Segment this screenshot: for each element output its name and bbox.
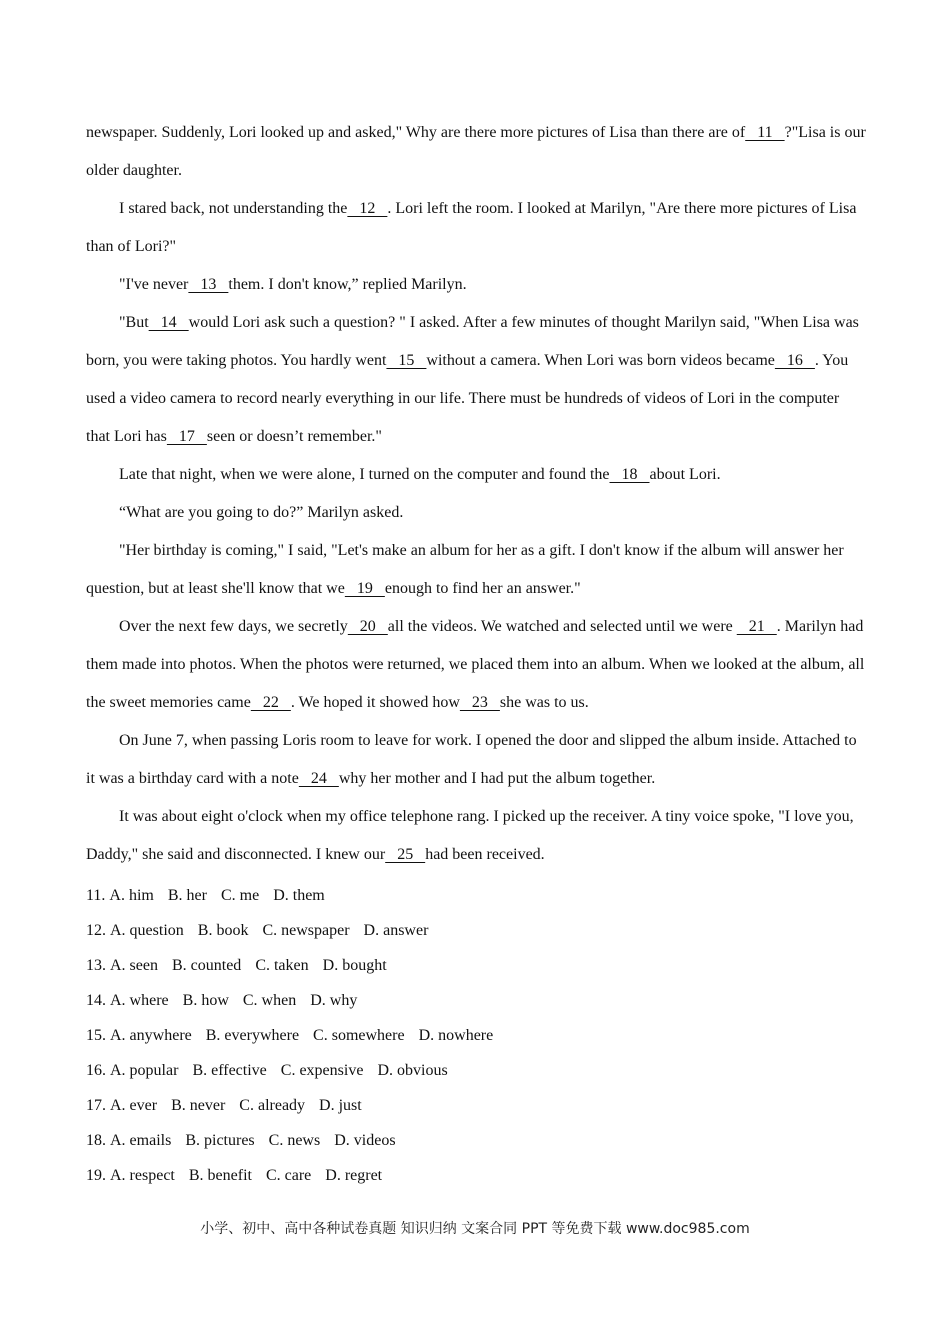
option-text: B. counted	[171, 957, 242, 974]
paragraph-text: all the videos. We watched and selected until we were	[387, 618, 737, 635]
blank-number: 18	[609, 466, 650, 483]
paragraph	[86, 190, 866, 266]
paragraph-text: . Marilyn had them made into photos. When the photos were returned, we placed them into an album. When we looked at the album, all the sweet memories came	[86, 618, 865, 711]
paragraph-text: "Her birthday is coming," I said, "Let's make an album for her as a gift. I don't know if the album will answer her question, but at least she'll know that we	[86, 542, 844, 597]
blank-number: 23	[459, 694, 500, 711]
question-number: 12.	[86, 922, 106, 939]
paragraph-text: "But	[119, 314, 149, 331]
question-number: 18.	[86, 1132, 106, 1149]
option-text: A. anywhere	[110, 1027, 192, 1044]
paragraph-text: “What are you going to do?” Marilyn asked.	[119, 504, 404, 521]
question-number: 14.	[86, 992, 106, 1009]
paragraph	[86, 266, 866, 304]
paragraph	[86, 722, 866, 798]
paragraph-text: Late that night, when we were alone, I turned on the computer and found the	[119, 466, 610, 483]
paragraph	[86, 494, 866, 532]
paragraph-text: would Lori ask such a question? " I asked. After a few minutes of thought Marilyn said, "When Lisa was born, you were taking photos. You hardly went	[86, 314, 859, 369]
option-text: B. pictures	[185, 1132, 255, 1149]
option-text: D. nowhere	[418, 1027, 494, 1044]
question-line	[86, 1092, 507, 1127]
option-text: C. when	[242, 992, 297, 1009]
blank-number: 11	[745, 124, 785, 141]
paragraph-text: she was to us.	[499, 694, 589, 711]
question-number: 15.	[86, 1027, 106, 1044]
option-text: D. bought	[322, 957, 387, 974]
option-text: A. ever	[110, 1097, 158, 1114]
option-text: A. respect	[110, 1167, 175, 1184]
option-text: C. care	[265, 1167, 312, 1184]
paragraph-text: . You used a video camera to record nearly everything in our life. There must be hundreds of videos of Lori in the computer that Lori has	[86, 352, 849, 445]
question-line	[86, 1022, 507, 1057]
paragraph	[86, 456, 866, 494]
paragraph-text: . We hoped it showed how	[290, 694, 460, 711]
paragraph-text: On June 7, when passing Loris room to leave for work. I opened the door and slipped the album inside. Attached to it was a birthday card with a note	[86, 732, 857, 787]
option-text: B. book	[197, 922, 249, 939]
paragraph-text: newspaper. Suddenly, Lori looked up and asked," Why are there more pictures of Lisa than there are of	[86, 124, 746, 141]
question-number: 13.	[86, 957, 106, 974]
question-line	[86, 917, 507, 952]
option-text: A. him	[109, 887, 154, 904]
option-text: C. somewhere	[313, 1027, 405, 1044]
option-text: B. never	[171, 1097, 226, 1114]
question-line	[86, 952, 507, 987]
option-text: A. where	[110, 992, 169, 1009]
option-text: C. taken	[255, 957, 309, 974]
option-text: B. her	[167, 887, 207, 904]
blank-number: 22	[250, 694, 291, 711]
passage	[86, 114, 866, 874]
option-text: A. question	[110, 922, 184, 939]
blank-number: 16	[774, 352, 815, 369]
option-text: C. expensive	[280, 1062, 364, 1079]
option-text: D. just	[319, 1097, 362, 1114]
option-text: D. them	[273, 887, 325, 904]
paragraph-text: . Lori left the room. I looked at Marilyn, "Are there more pictures of Lisa than of Lori?"	[86, 200, 857, 255]
option-text: D. answer	[363, 922, 429, 939]
option-text: D. videos	[334, 1132, 396, 1149]
option-text: D. obvious	[377, 1062, 448, 1079]
paragraph	[86, 532, 866, 608]
paragraph-text: had been received.	[425, 846, 545, 863]
question-line	[86, 1127, 507, 1162]
paragraph	[86, 304, 866, 456]
option-text: B. how	[182, 992, 229, 1009]
question-line	[86, 882, 507, 917]
blank-number: 24	[298, 770, 339, 787]
blank-number: 21	[736, 618, 777, 635]
page-footer: 小学、初中、高中各种试卷真题 知识归纳 文案合同 PPT 等免费下载 www.doc985.com	[200, 1221, 750, 1237]
paragraph	[86, 608, 866, 722]
blank-number: 13	[188, 276, 229, 293]
question-number: 11.	[86, 887, 106, 904]
question-line	[86, 987, 507, 1022]
question-options	[86, 882, 507, 1197]
blank-number: 12	[347, 200, 388, 217]
blank-number: 25	[385, 846, 426, 863]
option-text: D. why	[310, 992, 358, 1009]
paragraph-text: why her mother and I had put the album together.	[338, 770, 656, 787]
paragraph	[86, 798, 866, 874]
option-text: C. news	[268, 1132, 321, 1149]
blank-number: 14	[148, 314, 189, 331]
blank-number: 17	[166, 428, 207, 445]
question-line	[86, 1162, 507, 1197]
paragraph-text: seen or doesn’t remember."	[206, 428, 382, 445]
blank-number: 20	[347, 618, 388, 635]
paragraph-text: It was about eight o'clock when my office telephone rang. I picked up the receiver. A tiny voice spoke, "I love you, Daddy," she said and disconnected. I knew our	[86, 808, 854, 863]
option-text: C. newspaper	[262, 922, 350, 939]
question-number: 19.	[86, 1167, 106, 1184]
question-number: 16.	[86, 1062, 106, 1079]
paragraph-text: them. I don't know,” replied Marilyn.	[228, 276, 467, 293]
paragraph-text: ?"Lisa is our older daughter.	[86, 124, 866, 179]
option-text: B. benefit	[188, 1167, 252, 1184]
paragraph-text: I stared back, not understanding the	[119, 200, 348, 217]
question-line	[86, 1057, 507, 1092]
paragraph-text: without a camera. When Lori was born videos became	[426, 352, 775, 369]
option-text: A. seen	[110, 957, 158, 974]
paragraph-text: Over the next few days, we secretly	[119, 618, 348, 635]
question-number: 17.	[86, 1097, 106, 1114]
option-text: B. effective	[192, 1062, 267, 1079]
paragraph	[86, 114, 866, 190]
option-text: C. me	[220, 887, 260, 904]
blank-number: 15	[386, 352, 427, 369]
paragraph-text: enough to find her an answer."	[384, 580, 581, 597]
option-text: A. emails	[110, 1132, 172, 1149]
paragraph-text: "I've never	[119, 276, 189, 293]
blank-number: 19	[344, 580, 385, 597]
option-text: D. regret	[325, 1167, 383, 1184]
paragraph-text: about Lori.	[649, 466, 721, 483]
option-text: A. popular	[110, 1062, 179, 1079]
option-text: C. already	[239, 1097, 306, 1114]
option-text: B. everywhere	[205, 1027, 300, 1044]
